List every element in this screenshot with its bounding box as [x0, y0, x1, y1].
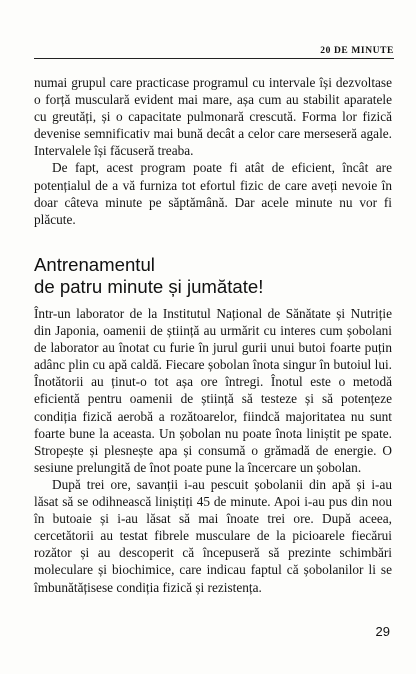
- paragraph-continued: numai grupul care practicase programul cu intervale își dezvoltase o forță musculară evident mai mare, așa cum au stabilit aparatele cu greutăți, și o capacitate pulmonară crescută. Forma lor fizică devenise semnificativ mai bună decât a celor care merseseră agale. Intervalele își făcuseră treaba.: [34, 75, 392, 159]
- paragraph: Într-un laborator de la Institutul Național de Sănătate și Nutriție din Japonia, oamenii de știință au urmărit cu interes cum șobolani de laborator au înotat cu furie în jurul gurii unui butoi foarte puțin adânc plin cu apă caldă. Fiecare șobolan înota singur în butoiul lui. Înotătorii au ținut-o tot așa ore întregi. Înotul este o metodă eficientă pentru oamenii de știință să testeze și să potențeze condiția fizică aerobă a rozătoarelor, fiindcă majoritatea nu sunt foarte bune la aceasta. Un șobolan nu poate înota liniștit pe spate. Stropește și plesnește apa și consumă o grămadă de energie. O sesiune prelungită de înot poate pune la încercare un șobolan.: [34, 306, 392, 475]
- header-rule: [34, 58, 394, 59]
- text-block-top: [34, 74, 392, 228]
- page-number: 29: [375, 624, 390, 639]
- section-heading-line-2: de patru minute și jumătate!: [34, 276, 264, 297]
- running-header: 20 DE MINUTE: [320, 46, 394, 56]
- section-heading-line-1: Antrenamentul: [34, 254, 155, 275]
- section-heading: [34, 254, 394, 298]
- text-block-bottom: [34, 305, 392, 596]
- paragraph: După trei ore, savanții i-au pescuit șobolanii din apă și i-au lăsat să se odihnească liniștiți 45 de minute. Apoi i-au pus din nou în butoaie și i-au lăsat să mai înoate trei ore. După aceea, cercetătorii au testat fibrele musculare de la picioarele fiecărui rozător și au descoperit că începuseră să prezinte schimbări moleculare și biochimice, care indicau faptul că șobolanilor li se îmbunătățisese condiția fizică și rezistența.: [34, 476, 392, 595]
- paragraph: De fapt, acest program poate fi atât de eficient, încât are potențialul de a vă furniza tot efortul fizic de care aveți nevoie în doar câteva minute pe săptămână. Dar acele minute nu vor fi plăcute.: [34, 160, 392, 227]
